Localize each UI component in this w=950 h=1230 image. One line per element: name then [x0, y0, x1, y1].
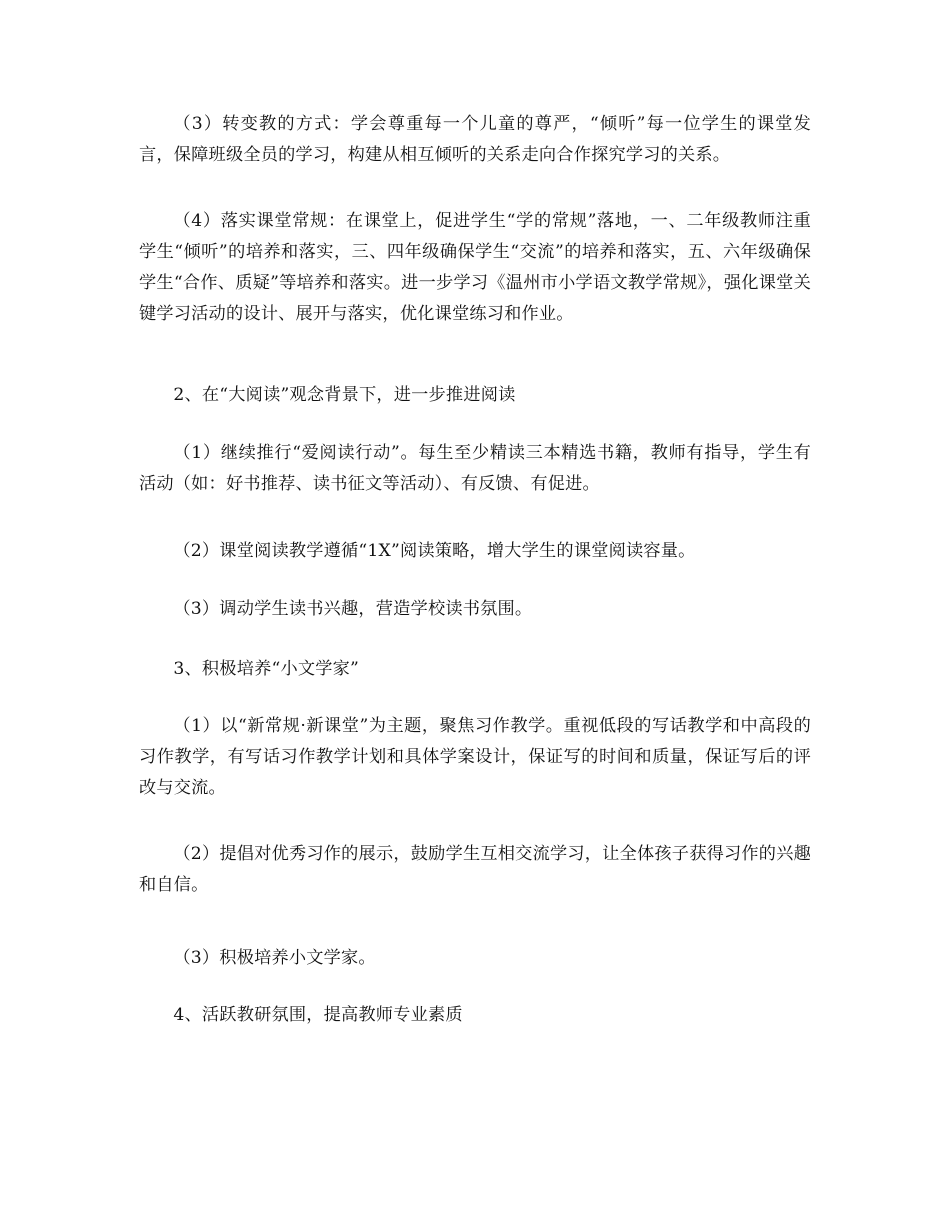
paragraph-love-reading: （1）继续推行“爱阅读行动”。每生至少精读三本精选书籍，教师有指导，学生有活动（如：好书推荐、读书征文等活动）、有反馈、有促进。 — [139, 443, 811, 494]
paragraph-reading-interest: （3）调动学生读书兴趣，营造学校读书氛围。 — [173, 599, 533, 619]
heading-big-reading: 2、在“大阅读”观念背景下，进一步推进阅读 — [173, 385, 516, 405]
heading-teaching-research: 4、活跃教研氛围，提高教师专业素质 — [173, 1005, 463, 1025]
heading-young-writers: 3、积极培养“小文学家” — [173, 659, 359, 679]
paragraph-writing-teaching: （1）以“新常规·新课堂”为主题，聚焦习作教学。重视低段的写话教学和中高段的习作教学，有写话习作教学计划和具体学案设计，保证写的时间和质量，保证写后的评改与交流。 — [139, 716, 811, 798]
paragraph-writing-showcase: （2）提倡对优秀习作的展示，鼓励学生互相交流学习，让全体孩子获得习作的兴趣和自信。 — [139, 844, 811, 895]
paragraph-classroom-routine: （4）落实课堂常规：在课堂上，促进学生“学的常规”落地，一、二年级教师注重学生“倾听”的培养和落实，三、四年级确保学生“交流”的培养和落实，五、六年级确保学生“合作、质疑”等培养和落实。进一步学习《温州市小学语文教学常规》，强化课堂关键学习活动的设计、展开与落实，优化课堂练习和作业。 — [139, 211, 811, 324]
paragraph-teaching-method: （3）转变教的方式：学会尊重每一个儿童的尊严，“倾听”每一位学生的课堂发言，保障班级全员的学习，构建从相互倾听的关系走向合作探究学习的关系。 — [139, 114, 811, 165]
paragraph-reading-strategy: （2）课堂阅读教学遵循“1X”阅读策略，增大学生的课堂阅读容量。 — [173, 541, 696, 561]
paragraph-cultivate-writers: （3）积极培养小文学家。 — [173, 948, 376, 968]
